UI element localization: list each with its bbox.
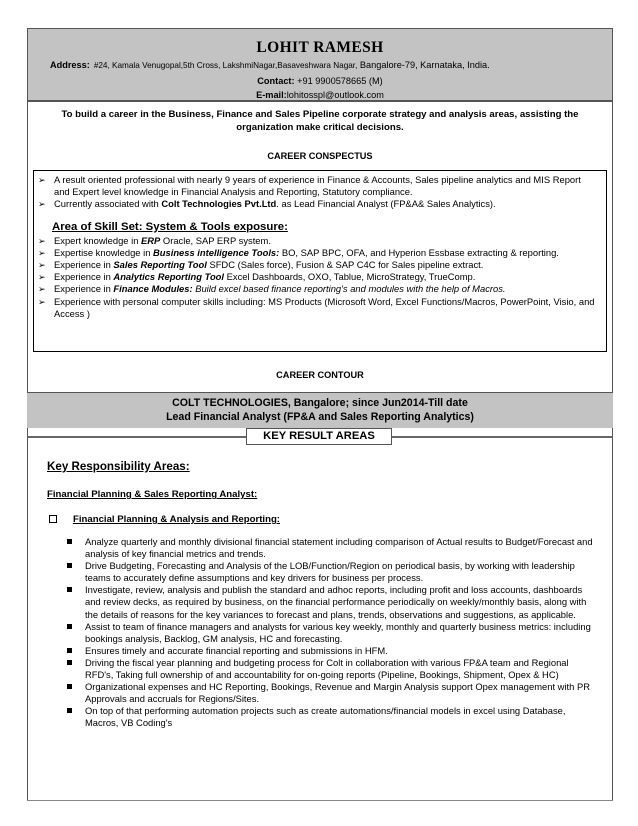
skill-item: ➢ Expert knowledge in ERP Oracle, SAP ERP system. bbox=[38, 234, 271, 246]
contact-line bbox=[28, 76, 612, 88]
arrow-bullet-icon: ➢ bbox=[38, 247, 46, 258]
address-street: #24, Kamala Venugopal,5th Cross, LakshmiNagar,Basaveshwara Nagar, bbox=[93, 61, 358, 70]
address-label: Address: bbox=[50, 60, 90, 70]
skill-item: ➢ Experience in Analytics Reporting Tool Excel Dashboards, OXO, Tablue, MicroStrategy, TrueComp. bbox=[38, 271, 476, 283]
list-item: Analyze quarterly and monthly divisional financial statement including comparison of Actual results to Budget/Forecast and analysis of key financial metrics and trends. bbox=[67, 536, 597, 560]
page-border-left bbox=[27, 100, 28, 800]
square-bullet-icon bbox=[67, 563, 72, 568]
arrow-bullet-icon: ➢ bbox=[38, 235, 46, 246]
header-band bbox=[27, 28, 613, 100]
contour-title: CAREER CONTOUR bbox=[276, 370, 364, 380]
email-label: E-mail: bbox=[256, 90, 287, 100]
contact-label: Contact: bbox=[257, 76, 295, 86]
conspectus-title: CAREER CONSPECTUS bbox=[267, 151, 373, 161]
arrow-bullet-icon: ➢ bbox=[38, 296, 46, 307]
conspectus-item-current: ➢ Currently associated with Colt Technologies Pvt.Ltd. as Lead Financial Analyst (FP&A& Sales Analytics). bbox=[38, 198, 496, 210]
header-divider bbox=[27, 100, 613, 102]
skill-item: ➢ Experience in Sales Reporting Tool SFDC (Sales force), Fusion & SAP C4C for Sales pipeline extract. bbox=[38, 259, 484, 271]
sub-heading: Financial Planning & Analysis and Reporting: bbox=[49, 514, 280, 526]
current-company: Colt Technologies Pvt.Ltd bbox=[161, 198, 277, 210]
kra-list bbox=[67, 536, 597, 730]
list-item: On top of that performing automation projects such as create automations/financial models in excel using Database, Macros, VB Coding's bbox=[67, 705, 597, 729]
arrow-bullet-icon: ➢ bbox=[38, 272, 46, 283]
square-bullet-icon bbox=[67, 660, 72, 665]
list-item: Investigate, review, analysis and publish the standard and adhoc reports, including profit and loss accounts, dashboards and review decks, as required by business, on the financial performance periodically on weekly/monthly basis, along with the details of reasons for the key variances to forecast and plans, trends, observations and suggestions, as applicable. bbox=[67, 584, 597, 620]
list-item: Organizational expenses and HC Reporting, Bookings, Revenue and Margin Analysis support Opex management with PR Approvals and accruals for Regions/Sites. bbox=[67, 681, 597, 705]
checkbox-bullet-icon bbox=[49, 515, 57, 523]
role-line: Lead Financial Analyst (FP&A and Sales Reporting Analytics) bbox=[166, 411, 474, 423]
skill-set-heading: Area of Skill Set: System & Tools exposure: bbox=[52, 220, 288, 233]
responsibility-areas-heading: Key Responsibility Areas: bbox=[47, 460, 190, 473]
conspectus-item: ➢ A result oriented professional with nearly 9 years of experience in Finance & Accounts, Sales pipeline analytics and MIS Report and Expert level knowledge in Financial Analysis and Reporting, Statutory compliance. bbox=[38, 174, 581, 198]
skill-item: ➢ Experience in Finance Modules: Build excel based finance reporting's and modules with the help of Macros. bbox=[38, 283, 506, 295]
role-heading: Financial Planning & Sales Reporting Analyst: bbox=[47, 489, 258, 500]
arrow-bullet-icon: ➢ bbox=[38, 284, 46, 295]
square-bullet-icon bbox=[67, 624, 72, 629]
email-value[interactable]: lohitosspl@outlook.com bbox=[286, 90, 384, 100]
arrow-bullet-icon: ➢ bbox=[38, 199, 46, 210]
list-item: Assist to team of finance managers and analysts for various key weekly, monthly and quarterly business metrics: including bookings analysis, Backlog, GM analysis, HC and forecasting. bbox=[67, 621, 597, 645]
square-bullet-icon bbox=[67, 587, 72, 592]
square-bullet-icon bbox=[67, 708, 72, 713]
square-bullet-icon bbox=[67, 684, 72, 689]
square-bullet-icon bbox=[67, 648, 72, 653]
list-item: Driving the fiscal year planning and budgeting process for Colt in collaboration with various FP&A team and Regional RFD's, Taking full ownership of and accountability for on-going reports (Pipeline, Bookings, Shipment, Opex & HC) bbox=[67, 657, 597, 681]
candidate-name: LOHIT RAMESH bbox=[256, 39, 384, 56]
arrow-bullet-icon: ➢ bbox=[38, 260, 46, 271]
skill-item: ➢ Experience with personal computer skills including: MS Products (Microsoft Word, Excel Functions/Macros, PowerPoint, Visio, and Access ) bbox=[38, 295, 595, 319]
list-item: Ensures timely and accurate financial reporting and submissions in HFM. bbox=[67, 645, 597, 657]
contact-value: +91 9900578665 (M) bbox=[294, 76, 383, 86]
employer-band bbox=[27, 392, 613, 428]
list-item: Drive Budgeting, Forecasting and Analysis of the LOB/Function/Region on periodical basis, by working with leadership teams to accurately define assumptions and key drivers for business per process. bbox=[67, 560, 597, 584]
conspectus-box bbox=[33, 170, 607, 352]
address-line bbox=[50, 60, 490, 72]
square-bullet-icon bbox=[67, 539, 72, 544]
page-border-bottom bbox=[27, 800, 613, 801]
employer-line: COLT TECHNOLOGIES, Bangalore; since Jun2014-Till date bbox=[172, 397, 468, 409]
kra-label-box: KEY RESULT AREAS bbox=[246, 428, 392, 445]
skill-item: ➢ Expertise knowledge in Business intelligence Tools: BO, SAP BPC, OFA, and Hyperion Essbase extracting & reporting. bbox=[38, 246, 559, 258]
career-objective: To build a career in the Business, Finance and Sales Pipeline corporate strategy and analysis areas, assisting the organization make critical decisions. bbox=[61, 109, 579, 133]
arrow-bullet-icon: ➢ bbox=[38, 175, 46, 185]
page-border-right bbox=[612, 100, 613, 800]
address-city: Bangalore-79, Karnataka, India. bbox=[357, 60, 490, 70]
